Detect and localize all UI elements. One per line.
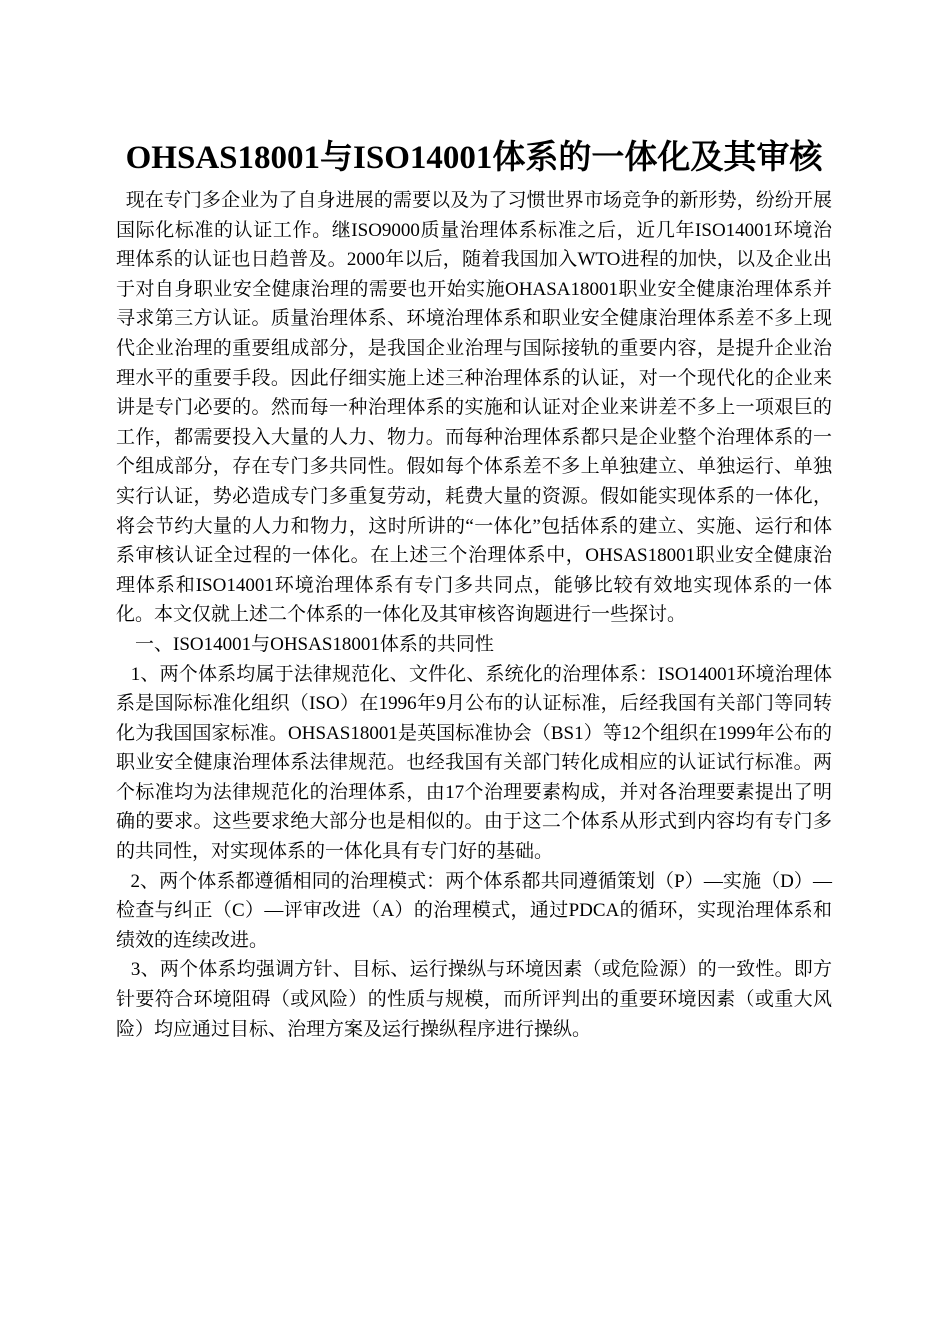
document-title: OHSAS18001与ISO14001体系的一体化及其审核 [125, 140, 823, 176]
point-2-paragraph: 2、两个体系都遵循相同的治理模式：两个体系都共同遵循策划（P）—实施（D）—检查与纠正（C）—评审改进（A）的治理模式，通过PDCA的循环，实现治理体系和绩效的连续改进。 [116, 870, 833, 951]
section-heading-1: 一、ISO14001与OHSAS18001体系的共同性 [116, 633, 494, 655]
point-3-paragraph: 3、两个体系均强调方针、目标、运行操纵与环境因素（或危险源）的一致性。即方针要符合环境阻碍（或风险）的性质与规模，而所评判出的重要环境因素（或重大风险）均应通过目标、治理方案及运行操纵程序进行操纵。 [116, 959, 832, 1040]
point-1-paragraph: 1、两个体系均属于法律规范化、文件化、系统化的治理体系：ISO14001环境治理体系是国际标准化组织（ISO）在1996年9月公布的认证标准，后经我国有关部门等同转化为我国国家标准。OHSAS18001是英国标准协会（BS1）等12个组织在1999年公布的职业安全健康治理体系法律规范。也经我国有关部门转化成相应的认证试行标准。两个标准均为法律规范化的治理体系，由17个治理要素构成，并对各治理要素提出了明确的要求。这些要求绝大部分也是相似的。由于这二个体系从形式到内容均有专门多的共同性，对实现体系的一体化具有专门好的基础。 [116, 663, 832, 863]
document-page [116, 130, 832, 1044]
intro-paragraph: 现在专门多企业为了自身进展的需要以及为了习惯世界市场竞争的新形势，纷纷开展国际化标准的认证工作。继ISO9000质量治理体系标准之后，近几年ISO14001环境治理体系的认证也日趋普及。2000年以后，随着我国加入WTO进程的加快，以及企业出于对自身职业安全健康治理的需要也开始实施OHASA18001职业安全健康治理体系并寻求第三方认证。质量治理体系、环境治理体系和职业安全健康治理体系差不多上现代企业治理的重要组成部分，是我国企业治理与国际接轨的重要内容，是提升企业治理水平的重要手段。因此仔细实施上述三种治理体系的认证，对一个现代化的企业来讲是专门必要的。然而每一种治理体系的实施和认证对企业来讲差不多上一项艰巨的工作，都需要投入大量的人力、物力。而每种治理体系都只是企业整个治理体系的一个组成部分，存在专门多共同性。假如每个体系差不多上单独建立、单独运行、单独实行认证，势必造成专门多重复劳动，耗费大量的资源。假如能实现体系的一体化，将会节约大量的人力和物力，这时所讲的“一体化”包括体系的建立、实施、运行和体系审核认证全过程的一体化。在上述三个治理体系中，OHSAS18001职业安全健康治理体系和ISO14001环境治理体系有专门多共同点，能够比较有效地实现体系的一体化。本文仅就上述二个体系的一体化及其审核咨询题进行一些探讨。 [116, 190, 832, 626]
